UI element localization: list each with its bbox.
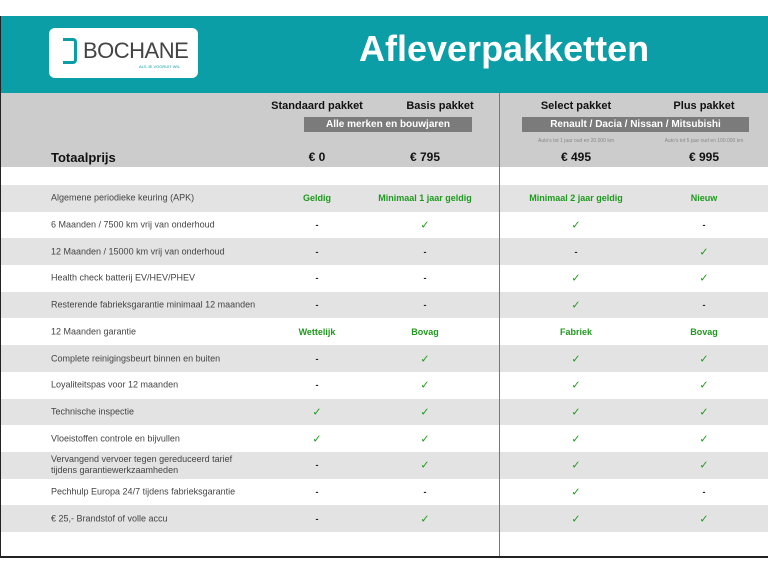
band-all-brands: Alle merken en bouwjaren	[304, 117, 472, 132]
not-included-value: -	[315, 246, 319, 257]
feature-value: Minimaal 2 jaar geldig	[529, 193, 623, 204]
not-included-value: -	[423, 487, 427, 498]
check-icon: ✓	[571, 486, 581, 499]
feature-value: Bovag	[690, 326, 718, 337]
check-icon: ✓	[571, 379, 581, 392]
feature-value: Nieuw	[690, 193, 718, 204]
check-icon: ✓	[699, 272, 709, 285]
note-plus: Auto's tot 5 jaar oud en 100.000 km	[664, 138, 744, 144]
not-included-value: -	[574, 246, 578, 257]
band-brands: Renault / Dacia / Nissan / Mitsubishi	[522, 117, 749, 132]
not-included-value: -	[315, 300, 319, 311]
not-included-value: -	[423, 300, 427, 311]
check-icon: ✓	[312, 406, 322, 419]
table-row	[1, 372, 768, 399]
feature-label: Pechhulp Europa 24/7 tijdens fabrieksgarantie	[51, 486, 236, 497]
table-row	[1, 505, 768, 532]
table-row	[1, 212, 768, 239]
feature-label: 12 Maanden garantie	[51, 326, 137, 337]
page-title: Afleverpakketten	[359, 28, 650, 69]
feature-label: 12 Maanden / 15000 km vrij van onderhoud	[51, 246, 225, 257]
table-row	[1, 425, 768, 452]
check-icon: ✓	[571, 433, 581, 446]
check-icon: ✓	[699, 513, 709, 526]
table-row	[1, 399, 768, 426]
package-header	[1, 93, 768, 167]
package-comparison-sheet	[0, 16, 768, 558]
feature-label: Resterende fabrieksgarantie minimaal 12 maanden	[51, 299, 256, 310]
table-row	[1, 345, 768, 372]
check-icon: ✓	[571, 219, 581, 232]
feature-label: Algemene periodieke keuring (APK)	[51, 192, 195, 203]
not-included-value: -	[315, 460, 319, 471]
not-included-value: -	[315, 380, 319, 391]
check-icon: ✓	[571, 299, 581, 312]
price-plus: € 995	[688, 150, 720, 164]
check-icon: ✓	[312, 433, 322, 446]
not-included-value: -	[423, 246, 427, 257]
check-icon: ✓	[571, 406, 581, 419]
price-select: € 495	[560, 150, 592, 164]
logo-tagline: ALS JE VOORUIT WIL	[139, 64, 180, 69]
check-icon: ✓	[420, 219, 430, 232]
check-icon: ✓	[420, 353, 430, 366]
header-banner	[1, 16, 768, 93]
package-name-plus: Plus pakket	[673, 100, 735, 112]
total-price-label: Totaalprijs	[51, 150, 116, 165]
not-included-value: -	[315, 220, 319, 231]
check-icon: ✓	[699, 379, 709, 392]
check-icon: ✓	[420, 433, 430, 446]
table-row	[1, 479, 768, 506]
feature-value: Fabriek	[559, 326, 593, 337]
feature-value: Geldig	[302, 193, 332, 204]
feature-label: Vervangend vervoer tegen gereduceerd tarief tijdens garantiewerkzaamheden	[51, 454, 233, 476]
check-icon: ✓	[420, 459, 430, 472]
not-included-value: -	[702, 300, 706, 311]
check-icon: ✓	[699, 459, 709, 472]
feature-label: 6 Maanden / 7500 km vrij van onderhoud	[51, 219, 215, 230]
feature-label: Loyaliteitspas voor 12 maanden	[51, 379, 179, 390]
logo-name: BOCHANE	[83, 38, 189, 63]
check-icon: ✓	[571, 513, 581, 526]
check-icon: ✓	[699, 433, 709, 446]
feature-label: € 25,- Brandstof of volle accu	[51, 513, 168, 524]
feature-value: Minimaal 1 jaar geldig	[378, 193, 472, 204]
table-row	[1, 265, 768, 292]
not-included-value: -	[315, 353, 319, 364]
bochane-logo	[49, 28, 198, 78]
note-select: Auto's tot 1 jaar oud en 20.000 km	[537, 138, 615, 144]
column-divider	[499, 93, 500, 556]
not-included-value: -	[315, 273, 319, 284]
check-icon: ✓	[699, 353, 709, 366]
check-icon: ✓	[571, 272, 581, 285]
table-row	[1, 292, 768, 319]
check-icon: ✓	[699, 406, 709, 419]
package-name-select: Select pakket	[540, 100, 612, 112]
table-row	[1, 238, 768, 265]
feature-label: Technische inspectie	[51, 406, 135, 417]
table-row	[1, 452, 768, 479]
check-icon: ✓	[699, 246, 709, 259]
table-row	[1, 185, 768, 212]
not-included-value: -	[702, 487, 706, 498]
package-name-standaard: Standaard pakket	[271, 100, 363, 112]
feature-value: Bovag	[411, 326, 439, 337]
not-included-value: -	[315, 513, 319, 524]
not-included-value: -	[702, 220, 706, 231]
feature-value: Wettelijk	[298, 326, 336, 337]
logo-mark-icon	[63, 38, 77, 64]
check-icon: ✓	[420, 379, 430, 392]
check-icon: ✓	[420, 406, 430, 419]
not-included-value: -	[315, 487, 319, 498]
price-basis: € 795	[409, 150, 441, 164]
check-icon: ✓	[571, 459, 581, 472]
feature-label: Vloeistoffen controle en bijvullen	[51, 433, 180, 444]
not-included-value: -	[423, 273, 427, 284]
table-row	[1, 319, 768, 346]
price-standaard: € 0	[308, 150, 326, 164]
check-icon: ✓	[420, 513, 430, 526]
check-icon: ✓	[571, 353, 581, 366]
feature-label: Complete reinigingsbeurt binnen en buiten	[51, 353, 221, 364]
feature-label: Health check batterij EV/HEV/PHEV	[51, 272, 196, 283]
package-name-basis: Basis pakket	[406, 100, 474, 112]
